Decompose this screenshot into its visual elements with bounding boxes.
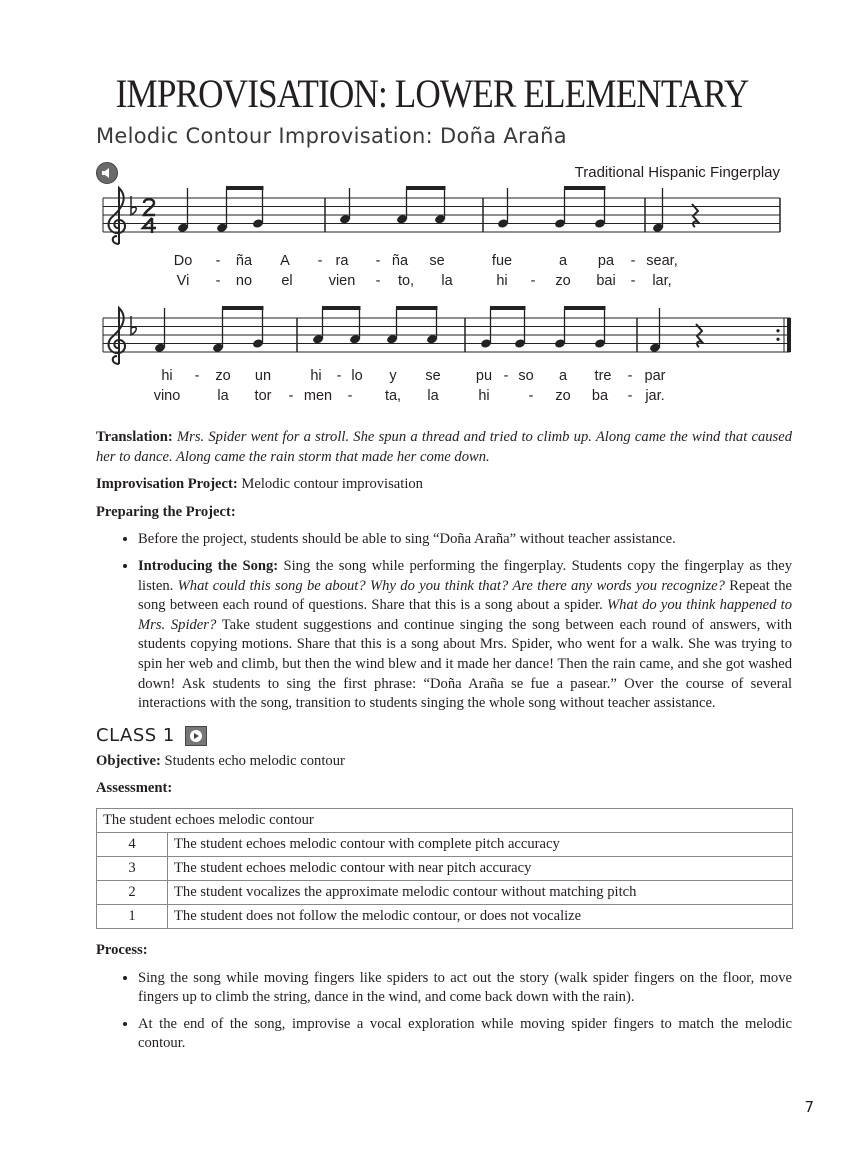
translation-text: Mrs. Spider went for a stroll. She spun a thread and tried to climb up. Along came the wind that caused her to dance. Along came the rain storm that made her come down. [96,429,792,465]
lyric-syllable: lar, [652,273,672,289]
objective-label: Objective: [96,752,161,769]
lyric-syllable: se [429,253,445,269]
lyric-syllable: par [644,368,666,384]
preparing-section [96,503,792,714]
page-body [96,428,792,1061]
rubric-score: 1 [97,904,168,928]
lyric-syllable: vien [328,273,356,289]
assessment-rubric [96,808,793,929]
rubric-score: 4 [97,832,168,856]
lyric-syllable: pa [597,253,615,269]
beam [322,306,361,310]
lyric-syllable: y [389,368,397,384]
repeat-dot [776,338,779,341]
lyric-syllable: ña [391,253,409,269]
lyric-syllable: zo [555,273,571,289]
item-question: What do you think happened to Mrs. Spider? [138,597,792,633]
assessment-label: Assessment: [96,780,173,797]
list-item: • Before the project, students should be able to sing “Doña Araña” without teacher assistance. [138,530,792,550]
lyric-syllable: - [375,273,381,289]
lyric-syllable: el [281,273,293,289]
translation-label: Translation: [96,429,173,445]
beam [564,186,606,190]
table-row [97,832,793,856]
lyric-syllable: so [518,368,534,384]
lyric-syllable: Vi [176,273,190,289]
page-number: 7 [804,1098,814,1116]
beam [490,306,526,310]
lyric-syllable: ña [235,253,253,269]
item-text: Take student suggestions and continue singing the song between each round of answers, with students copying motions. Share that this is a song about Mrs. Spider, who went for a walk. She was trying to spin her web and climb, but then the wind blew and it made her dance! Then the rain came, and she got washed down! Ask students to sing the first phrase: “Doña Araña se fue a pasear.” Over the course of several interactions with the song, transition to students singing the whole song without teacher assistance. [138,616,792,712]
rubric-desc: The student echoes melodic contour with complete pitch accuracy [168,832,793,856]
table-row [97,904,793,928]
lyric-syllable: A [280,253,290,269]
beam [222,306,264,310]
repeat-dot [776,329,779,332]
lyric-syllable: - [627,388,633,404]
sheet-music [0,0,864,420]
lyric-syllable: a [558,368,568,384]
rubric-desc: The student vocalizes the approximate melodic contour without matching pitch [168,880,793,904]
song-attribution: Traditional Hispanic Fingerplay [574,164,780,181]
beam [396,306,438,310]
lyric-syllable: lo [351,368,363,384]
lyric-syllable: tor [254,388,272,404]
beam [564,306,606,310]
item-question: What could this song be about? Why do you think that? Are there any words you recognize? [177,577,725,594]
beam [406,186,446,190]
table-row [97,880,793,904]
lyric-syllable: sear, [646,253,678,269]
lyric-syllable: ra [335,253,349,269]
lyric-syllable: jar. [645,388,665,404]
time-signature-bottom [143,218,156,233]
video-play-icon[interactable] [185,726,207,746]
table-row [97,856,793,880]
lyric-syllable: la [441,273,453,289]
rubric-desc: The student echoes melodic contour with near pitch accuracy [168,856,793,880]
section-subtitle: Melodic Contour Improvisation: Doña Araña [96,124,567,148]
lyric-syllable: - [630,273,636,289]
lyric-syllable: hi [161,368,173,384]
item-text: Repeat the song between each round of questions. Share that this is a song about a spider. [138,577,792,614]
lyric-syllable: - [215,253,221,269]
time-signature-top [144,199,155,215]
rubric-header: The student echoes melodic contour [97,808,793,832]
lyric-syllable: vino [153,388,181,404]
table-row [97,808,793,832]
lyric-syllable: men [303,388,333,404]
lyric-syllable: - [194,368,200,384]
rubric-score: 2 [97,880,168,904]
lyric-syllable: Do [173,253,193,269]
lyric-syllable: ta, [384,388,402,404]
lyric-syllable: la [217,388,229,404]
lyric-syllable: un [254,368,272,384]
list-item [138,557,792,714]
objective-text: Students echo melodic contour [164,752,345,769]
final-barline [787,318,791,352]
rubric-score: 3 [97,856,168,880]
lyric-syllable: no [235,273,253,289]
beam [226,186,264,190]
lyric-syllable: - [530,273,536,289]
list-item: • Sing the song while moving fingers like spiders to act out the story (walk spider fingers on the floor, move fingers up to climb the string, dance in the wind, and come back down with the rain). [138,969,792,1008]
lyric-syllable: - [503,368,509,384]
lyric-syllable: - [336,368,342,384]
project-text: Melodic contour improvisation [241,476,423,493]
lyric-syllable: tre [594,368,612,384]
lyric-syllable: se [425,368,441,384]
lyric-syllable: fue [491,253,513,269]
lyric-syllable: ba [591,388,609,404]
lyric-syllable: hi [496,273,508,289]
project-label: Improvisation Project: [96,476,238,493]
preparing-label: Preparing the Project: [96,503,236,520]
class-heading: CLASS 1 [96,724,175,746]
class-1-section [96,724,792,1054]
lyric-syllable: - [347,388,353,404]
lyric-syllable: la [427,388,439,404]
lyric-syllable: hi [478,388,490,404]
lyric-syllable: - [630,253,636,269]
item-label: Introducing the Song: [138,557,279,574]
page-title: IMPROVISATION: LOWER ELEMENTARY [115,71,749,116]
list-item: • At the end of the song, improvise a vocal exploration while moving spider fingers to match the melodic contour. [138,1015,792,1054]
lyric-syllable: zo [215,368,231,384]
rubric-desc: The student does not follow the melodic contour, or does not vocalize [168,904,793,928]
treble-clef-icon [109,188,125,244]
flat-sign-icon [131,316,136,335]
lyric-syllable: - [528,388,534,404]
lyric-syllable: - [627,368,633,384]
project-line [96,475,792,495]
lyric-syllable: pu [475,368,493,384]
treble-clef-icon [109,308,125,364]
lyric-syllable: zo [555,388,571,404]
lyric-syllable: - [317,253,323,269]
flat-sign-icon [131,196,136,215]
lyric-syllable: hi [310,368,322,384]
lyric-syllable: - [288,388,294,404]
translation [96,428,792,467]
lyric-syllable: bai [596,273,616,289]
item-text: Sing the song while performing the fingerplay. Students copy the fingerplay as they listen. [138,557,793,594]
lyric-syllable: to, [397,273,415,289]
lyric-syllable: - [375,253,381,269]
process-label: Process: [96,941,148,958]
lyric-syllable: - [215,273,221,289]
lyric-syllable: a [558,253,568,269]
